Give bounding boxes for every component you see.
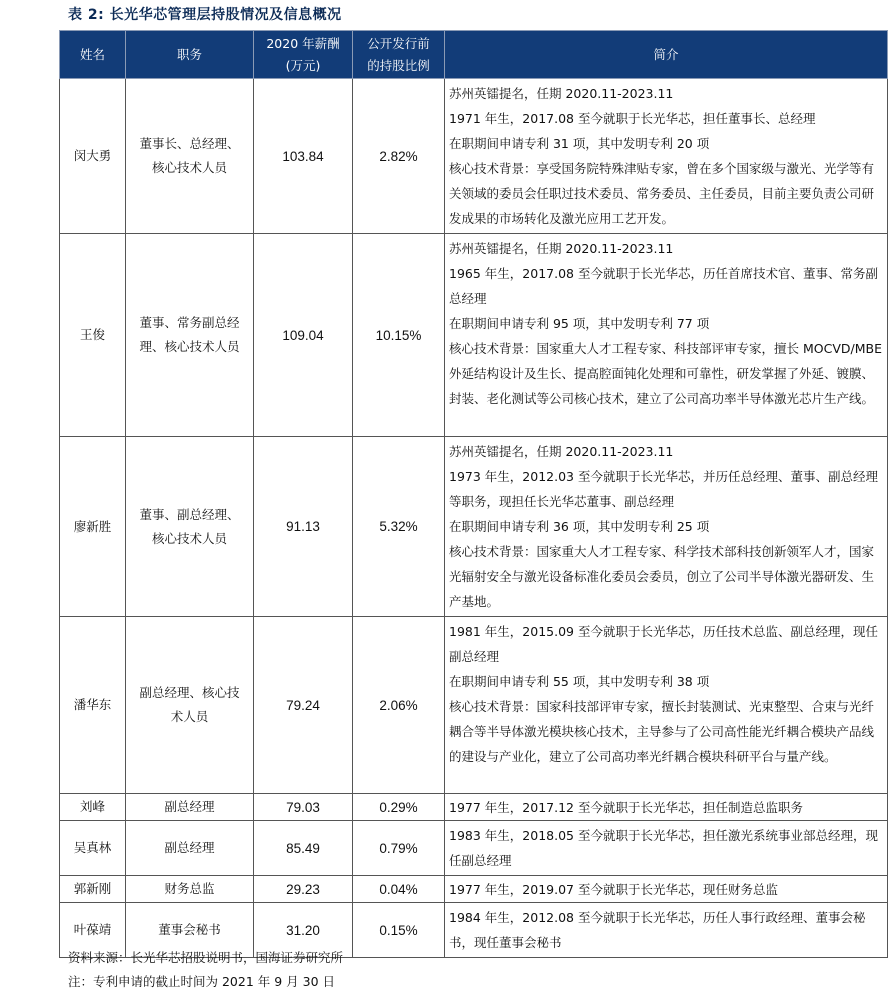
table-row (60, 79, 888, 234)
bio-line: 在职期间申请专利 36 项，其中发明专利 25 项 (449, 519, 710, 534)
cell-share: 10.15% (353, 234, 445, 437)
header-share (353, 31, 445, 79)
cell-salary: 29.23 (254, 876, 353, 903)
cell-share: 0.15% (353, 903, 445, 958)
cell-share: 0.79% (353, 821, 445, 876)
cell-bio (445, 794, 888, 821)
cell-name: 潘华东 (60, 617, 126, 794)
bio-line: 1984 年生，2012.08 至今就职于长光华芯，历任人事行政经理、董事会秘书，现任董事会秘书 (449, 910, 866, 950)
cell-position: 董事、常务副总经理、核心技术人员 (126, 234, 254, 437)
cell-bio (445, 79, 888, 234)
bio-line: 1971 年生，2017.08 至今就职于长光华芯，担任董事长、总经理 (449, 111, 816, 126)
bio-line: 核心技术背景：国家重大人才工程专家、科学技术部科技创新领军人才，国家光辐射安全与激光设备标准化委员会委员，创立了公司半导体激光器研发、生产基地。 (449, 544, 875, 609)
cell-share: 0.29% (353, 794, 445, 821)
bio-line: 核心技术背景：国家科技部评审专家，擅长封装测试、光束整型、合束与光纤耦合等半导体激光模块核心技术，主导参与了公司高性能光纤耦合模块产品线的建设与产业化，建立了公司高功率光纤耦合模块科研平台与量产线。 (449, 699, 875, 764)
bio-line: 1981 年生，2015.09 至今就职于长光华芯，历任技术总监、副总经理，现任副总经理 (449, 624, 878, 664)
bio-line: 核心技术背景：享受国务院特殊津贴专家，曾在多个国家级与激光、光学等有关领域的委员会任职过技术委员、常务委员、主任委员，目前主要负责公司研发成果的市场转化及激光应用工艺开发。 (449, 161, 875, 226)
source-note: 资料来源：长光华芯招股说明书，国海证券研究所 (68, 950, 344, 965)
cell-position: 财务总监 (126, 876, 254, 903)
header-salary (254, 31, 353, 79)
bio-line: 苏州英镭提名，任期 2020.11-2023.11 (449, 241, 674, 256)
cell-name: 刘峰 (60, 794, 126, 821)
bio-line: 1977 年生，2017.12 至今就职于长光华芯，担任制造总监职务 (449, 799, 803, 815)
cell-position: 副总经理、核心技术人员 (126, 617, 254, 794)
cell-salary: 79.03 (254, 794, 353, 821)
management-table (59, 30, 888, 958)
cell-bio (445, 821, 888, 876)
cell-position: 副总经理 (126, 794, 254, 821)
cell-name: 郭新刚 (60, 876, 126, 903)
header-salary-line1: 2020 年薪酬 (266, 35, 340, 51)
bio-line: 苏州英镭提名，任期 2020.11-2023.11 (449, 444, 674, 459)
header-position: 职务 (126, 31, 254, 79)
header-salary-line2: (万元) (285, 57, 321, 73)
bio-line: 在职期间申请专利 31 项，其中发明专利 20 项 (449, 136, 710, 151)
cell-bio (445, 903, 888, 958)
table-row (60, 617, 888, 794)
cell-salary: 103.84 (254, 79, 353, 234)
header-share-line2: 的持股比例 (367, 57, 430, 73)
table-row (60, 821, 888, 876)
header-bio: 简介 (445, 31, 888, 79)
cell-share: 5.32% (353, 437, 445, 617)
bio-line: 1983 年生，2018.05 至今就职于长光华芯，担任激光系统事业部总经理，现任副总经理 (449, 828, 878, 868)
cell-salary: 91.13 (254, 437, 353, 617)
header-name: 姓名 (60, 31, 126, 79)
cell-name: 闵大勇 (60, 79, 126, 234)
cell-share: 2.82% (353, 79, 445, 234)
cell-salary: 109.04 (254, 234, 353, 437)
cell-share: 0.04% (353, 876, 445, 903)
cell-name: 吴真林 (60, 821, 126, 876)
cell-position: 董事、副总经理、核心技术人员 (126, 437, 254, 617)
cell-salary: 31.20 (254, 903, 353, 958)
cell-name: 廖新胜 (60, 437, 126, 617)
bio-line: 核心技术背景：国家重大人才工程专家、科技部评审专家，擅长 MOCVD/MBE 外延结构设计及生长、提高腔面钝化处理和可靠性，研发掌握了外延、镀膜、封装、老化测试等公司核心技术，建立了公司高功率半导体激光芯片生产线。 (449, 341, 882, 406)
cell-position: 副总经理 (126, 821, 254, 876)
cell-share: 2.06% (353, 617, 445, 794)
table-row (60, 794, 888, 821)
bio-line: 在职期间申请专利 95 项，其中发明专利 77 项 (449, 316, 710, 331)
bio-line: 1973 年生，2012.03 至今就职于长光华芯，并历任总经理、董事、副总经理等职务，现担任长光华芯董事、副总经理 (449, 469, 878, 509)
bio-line: 1977 年生，2019.07 至今就职于长光华芯，现任财务总监 (449, 881, 778, 897)
cell-name: 王俊 (60, 234, 126, 437)
table-title: 表 2: 长光华芯管理层持股情况及信息概况 (68, 7, 342, 23)
cell-bio (445, 876, 888, 903)
cell-bio (445, 437, 888, 617)
bio-line: 在职期间申请专利 55 项，其中发明专利 38 项 (449, 674, 710, 689)
footnote: 注：专利申请的截止时间为 2021 年 9 月 30 日 (68, 974, 336, 989)
table-row (60, 234, 888, 437)
cell-position: 董事会秘书 (126, 903, 254, 958)
cell-bio (445, 617, 888, 794)
cell-salary: 85.49 (254, 821, 353, 876)
header-share-line1: 公开发行前 (367, 35, 430, 51)
table-row (60, 437, 888, 617)
cell-position: 董事长、总经理、核心技术人员 (126, 79, 254, 234)
header-row (60, 31, 888, 79)
bio-line: 1965 年生，2017.08 至今就职于长光华芯，历任首席技术官、董事、常务副总经理 (449, 266, 878, 306)
cell-bio (445, 234, 888, 437)
cell-salary: 79.24 (254, 617, 353, 794)
cell-name: 叶葆靖 (60, 903, 126, 958)
table-row (60, 876, 888, 903)
bio-line: 苏州英镭提名，任期 2020.11-2023.11 (449, 86, 674, 101)
